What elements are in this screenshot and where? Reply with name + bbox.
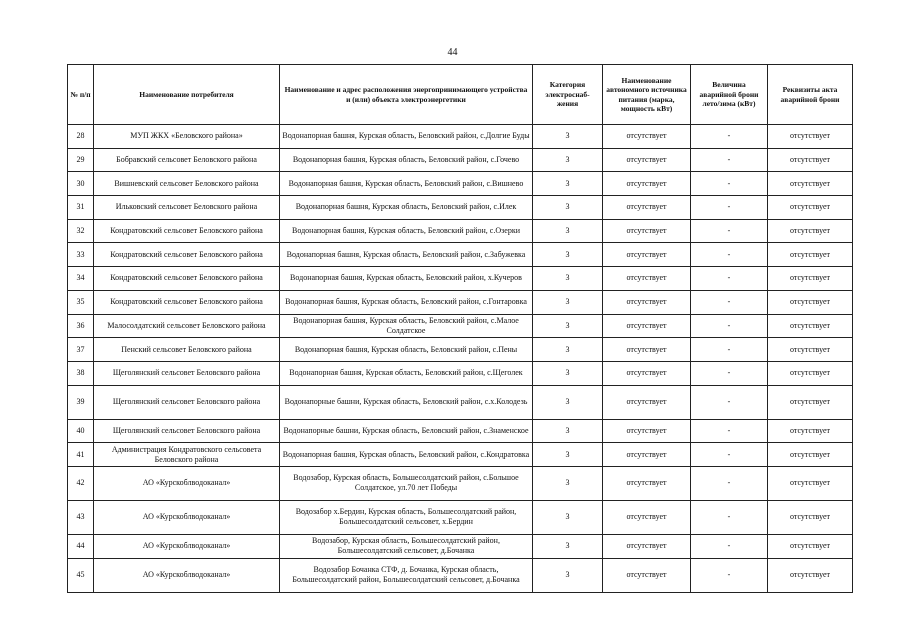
cell-category: 3	[533, 314, 603, 338]
cell-act-details: отсутствует	[768, 267, 853, 291]
cell-reserve-value: -	[691, 148, 768, 172]
cell-object: Водонапорная башня, Курская область, Беловский район, с.Забужевка	[280, 243, 533, 267]
cell-num: 34	[68, 267, 94, 291]
cell-object: Водонапорная башня, Курская область, Беловский район, х.Кучеров	[280, 267, 533, 291]
cell-act-details: отсутствует	[768, 290, 853, 314]
table-row	[68, 172, 853, 196]
cell-consumer: Щеголянский сельсовет Беловского района	[94, 419, 280, 443]
header-consumer: Наименование потребителя	[94, 65, 280, 125]
cell-act-details: отсутствует	[768, 172, 853, 196]
cell-act-details: отсутствует	[768, 219, 853, 243]
cell-reserve-value: -	[691, 290, 768, 314]
table-row	[68, 196, 853, 220]
cell-consumer: Кондратовский сельсовет Беловского района	[94, 290, 280, 314]
table-row	[68, 314, 853, 338]
cell-act-details: отсутствует	[768, 466, 853, 500]
cell-num: 41	[68, 443, 94, 467]
cell-act-details: отсутствует	[768, 419, 853, 443]
cell-act-details: отсутствует	[768, 534, 853, 558]
cell-category: 3	[533, 500, 603, 534]
cell-reserve-value: -	[691, 338, 768, 362]
cell-object: Водонапорная башня, Курская область, Беловский район, с.Гонтаровка	[280, 290, 533, 314]
cell-object: Водонапорная башня, Курская область, Беловский район, с.Вишнево	[280, 172, 533, 196]
header-category: Категория электроснаб-жения	[533, 65, 603, 125]
cell-object: Водонапорные башни, Курская область, Беловский район, с.Знаменское	[280, 419, 533, 443]
cell-autonomous-source: отсутствует	[603, 419, 691, 443]
cell-category: 3	[533, 466, 603, 500]
cell-object: Водозабор х.Бердин, Курская область, Большесолдатский район, Большесолдатский сельсовет, х.Бердин	[280, 500, 533, 534]
cell-reserve-value: -	[691, 196, 768, 220]
cell-reserve-value: -	[691, 466, 768, 500]
cell-category: 3	[533, 338, 603, 362]
cell-autonomous-source: отсутствует	[603, 219, 691, 243]
header-autonomous-source: Наименование автономного источника питания (марка, мощность кВт)	[603, 65, 691, 125]
reserve-table	[67, 64, 853, 593]
cell-reserve-value: -	[691, 219, 768, 243]
cell-object: Водозабор, Курская область, Большесолдатский район, Большесолдатский сельсовет, д.Бочанка	[280, 534, 533, 558]
cell-reserve-value: -	[691, 534, 768, 558]
cell-num: 42	[68, 466, 94, 500]
cell-category: 3	[533, 385, 603, 419]
table-row	[68, 148, 853, 172]
cell-consumer: Кондратовский сельсовет Беловского района	[94, 219, 280, 243]
cell-autonomous-source: отсутствует	[603, 196, 691, 220]
cell-autonomous-source: отсутствует	[603, 125, 691, 149]
cell-autonomous-source: отсутствует	[603, 290, 691, 314]
cell-category: 3	[533, 419, 603, 443]
cell-num: 45	[68, 558, 94, 592]
cell-object: Водонапорная башня, Курская область, Беловский район, с.Щеголек	[280, 361, 533, 385]
cell-num: 35	[68, 290, 94, 314]
cell-reserve-value: -	[691, 243, 768, 267]
cell-act-details: отсутствует	[768, 338, 853, 362]
cell-act-details: отсутствует	[768, 125, 853, 149]
cell-category: 3	[533, 219, 603, 243]
cell-object: Водонапорная башня, Курская область, Беловский район, с.Малое Солдатское	[280, 314, 533, 338]
table-row	[68, 500, 853, 534]
table-row	[68, 267, 853, 291]
cell-category: 3	[533, 361, 603, 385]
table-row	[68, 243, 853, 267]
cell-consumer: Вишневский сельсовет Беловского района	[94, 172, 280, 196]
cell-consumer: Щеголянский сельсовет Беловского района	[94, 385, 280, 419]
cell-reserve-value: -	[691, 419, 768, 443]
cell-act-details: отсутствует	[768, 385, 853, 419]
cell-autonomous-source: отсутствует	[603, 314, 691, 338]
cell-num: 30	[68, 172, 94, 196]
cell-consumer: Администрация Кондратовского сельсовета Беловского района	[94, 443, 280, 467]
cell-consumer: АО «Курскоблводоканал»	[94, 500, 280, 534]
cell-autonomous-source: отсутствует	[603, 267, 691, 291]
cell-num: 39	[68, 385, 94, 419]
cell-autonomous-source: отсутствует	[603, 338, 691, 362]
cell-reserve-value: -	[691, 314, 768, 338]
cell-category: 3	[533, 243, 603, 267]
table-row	[68, 419, 853, 443]
cell-category: 3	[533, 267, 603, 291]
cell-consumer: Малосолдатский сельсовет Беловского района	[94, 314, 280, 338]
cell-num: 36	[68, 314, 94, 338]
cell-category: 3	[533, 196, 603, 220]
cell-autonomous-source: отсутствует	[603, 534, 691, 558]
cell-autonomous-source: отсутствует	[603, 558, 691, 592]
cell-act-details: отсутствует	[768, 361, 853, 385]
cell-num: 33	[68, 243, 94, 267]
cell-object: Водонапорная башня, Курская область, Беловский район, с.Кондратовка	[280, 443, 533, 467]
cell-object: Водонапорная башня, Курская область, Беловский район, с.Гочево	[280, 148, 533, 172]
cell-consumer: АО «Курскоблводоканал»	[94, 558, 280, 592]
cell-category: 3	[533, 148, 603, 172]
cell-category: 3	[533, 172, 603, 196]
cell-autonomous-source: отсутствует	[603, 172, 691, 196]
cell-act-details: отсутствует	[768, 443, 853, 467]
cell-reserve-value: -	[691, 385, 768, 419]
header-reserve-value: Величина аварийной брони лето/зима (кВт)	[691, 65, 768, 125]
table-row	[68, 558, 853, 592]
cell-object: Водозабор Бочанка СТФ, д. Бочанка, Курская область, Большесолдатский район, Большесолдатский сельсовет, д.Бочанка	[280, 558, 533, 592]
cell-category: 3	[533, 290, 603, 314]
cell-category: 3	[533, 443, 603, 467]
cell-act-details: отсутствует	[768, 243, 853, 267]
cell-consumer: Бобравский сельсовет Беловского района	[94, 148, 280, 172]
cell-num: 44	[68, 534, 94, 558]
cell-consumer: АО «Курскоблводоканал»	[94, 534, 280, 558]
table-row	[68, 466, 853, 500]
header-num: № п/п	[68, 65, 94, 125]
cell-object: Водонапорная башня, Курская область, Беловский район, с.Илек	[280, 196, 533, 220]
cell-consumer: Ильковский сельсовет Беловского района	[94, 196, 280, 220]
cell-object: Водонапорная башня, Курская область, Беловский район, с.Долгие Буды	[280, 125, 533, 149]
cell-autonomous-source: отсутствует	[603, 466, 691, 500]
cell-object: Водонапорная башня, Курская область, Беловский район, с.Пены	[280, 338, 533, 362]
table-row	[68, 219, 853, 243]
cell-reserve-value: -	[691, 443, 768, 467]
cell-act-details: отсутствует	[768, 558, 853, 592]
cell-autonomous-source: отсутствует	[603, 500, 691, 534]
cell-consumer: Щеголянский сельсовет Беловского района	[94, 361, 280, 385]
cell-num: 28	[68, 125, 94, 149]
cell-reserve-value: -	[691, 125, 768, 149]
cell-num: 37	[68, 338, 94, 362]
cell-num: 38	[68, 361, 94, 385]
cell-object: Водонапорные башни, Курская область, Беловский район, с.х.Колодезь	[280, 385, 533, 419]
cell-num: 40	[68, 419, 94, 443]
cell-reserve-value: -	[691, 267, 768, 291]
cell-reserve-value: -	[691, 361, 768, 385]
cell-category: 3	[533, 125, 603, 149]
cell-num: 43	[68, 500, 94, 534]
table-row	[68, 443, 853, 467]
cell-consumer: Пенский сельсовет Беловского района	[94, 338, 280, 362]
cell-reserve-value: -	[691, 500, 768, 534]
header-object: Наименование и адрес расположения энергопринимающего устройства и (или) объекта электроэнергетики	[280, 65, 533, 125]
table-header-row	[68, 65, 853, 125]
cell-act-details: отсутствует	[768, 314, 853, 338]
cell-num: 32	[68, 219, 94, 243]
cell-act-details: отсутствует	[768, 148, 853, 172]
cell-consumer: МУП ЖКХ «Беловского района»	[94, 125, 280, 149]
table-row	[68, 385, 853, 419]
cell-autonomous-source: отсутствует	[603, 385, 691, 419]
table-row	[68, 361, 853, 385]
cell-consumer: Кондратовский сельсовет Беловского района	[94, 243, 280, 267]
cell-autonomous-source: отсутствует	[603, 361, 691, 385]
cell-consumer: Кондратовский сельсовет Беловского района	[94, 267, 280, 291]
cell-consumer: АО «Курскоблводоканал»	[94, 466, 280, 500]
cell-object: Водозабор, Курская область, Большесолдатский район, с.Большое Солдатское, ул.70 лет Победы	[280, 466, 533, 500]
cell-reserve-value: -	[691, 172, 768, 196]
cell-autonomous-source: отсутствует	[603, 443, 691, 467]
cell-autonomous-source: отсутствует	[603, 148, 691, 172]
cell-category: 3	[533, 534, 603, 558]
table-row	[68, 534, 853, 558]
page-number: 44	[447, 47, 458, 58]
table-row	[68, 125, 853, 149]
table-row	[68, 290, 853, 314]
cell-act-details: отсутствует	[768, 196, 853, 220]
cell-object: Водонапорная башня, Курская область, Беловский район, с.Озерки	[280, 219, 533, 243]
cell-num: 31	[68, 196, 94, 220]
cell-num: 29	[68, 148, 94, 172]
cell-category: 3	[533, 558, 603, 592]
cell-autonomous-source: отсутствует	[603, 243, 691, 267]
cell-act-details: отсутствует	[768, 500, 853, 534]
header-act-details: Реквизиты акта аварийной брони	[768, 65, 853, 125]
cell-reserve-value: -	[691, 558, 768, 592]
table-row	[68, 338, 853, 362]
